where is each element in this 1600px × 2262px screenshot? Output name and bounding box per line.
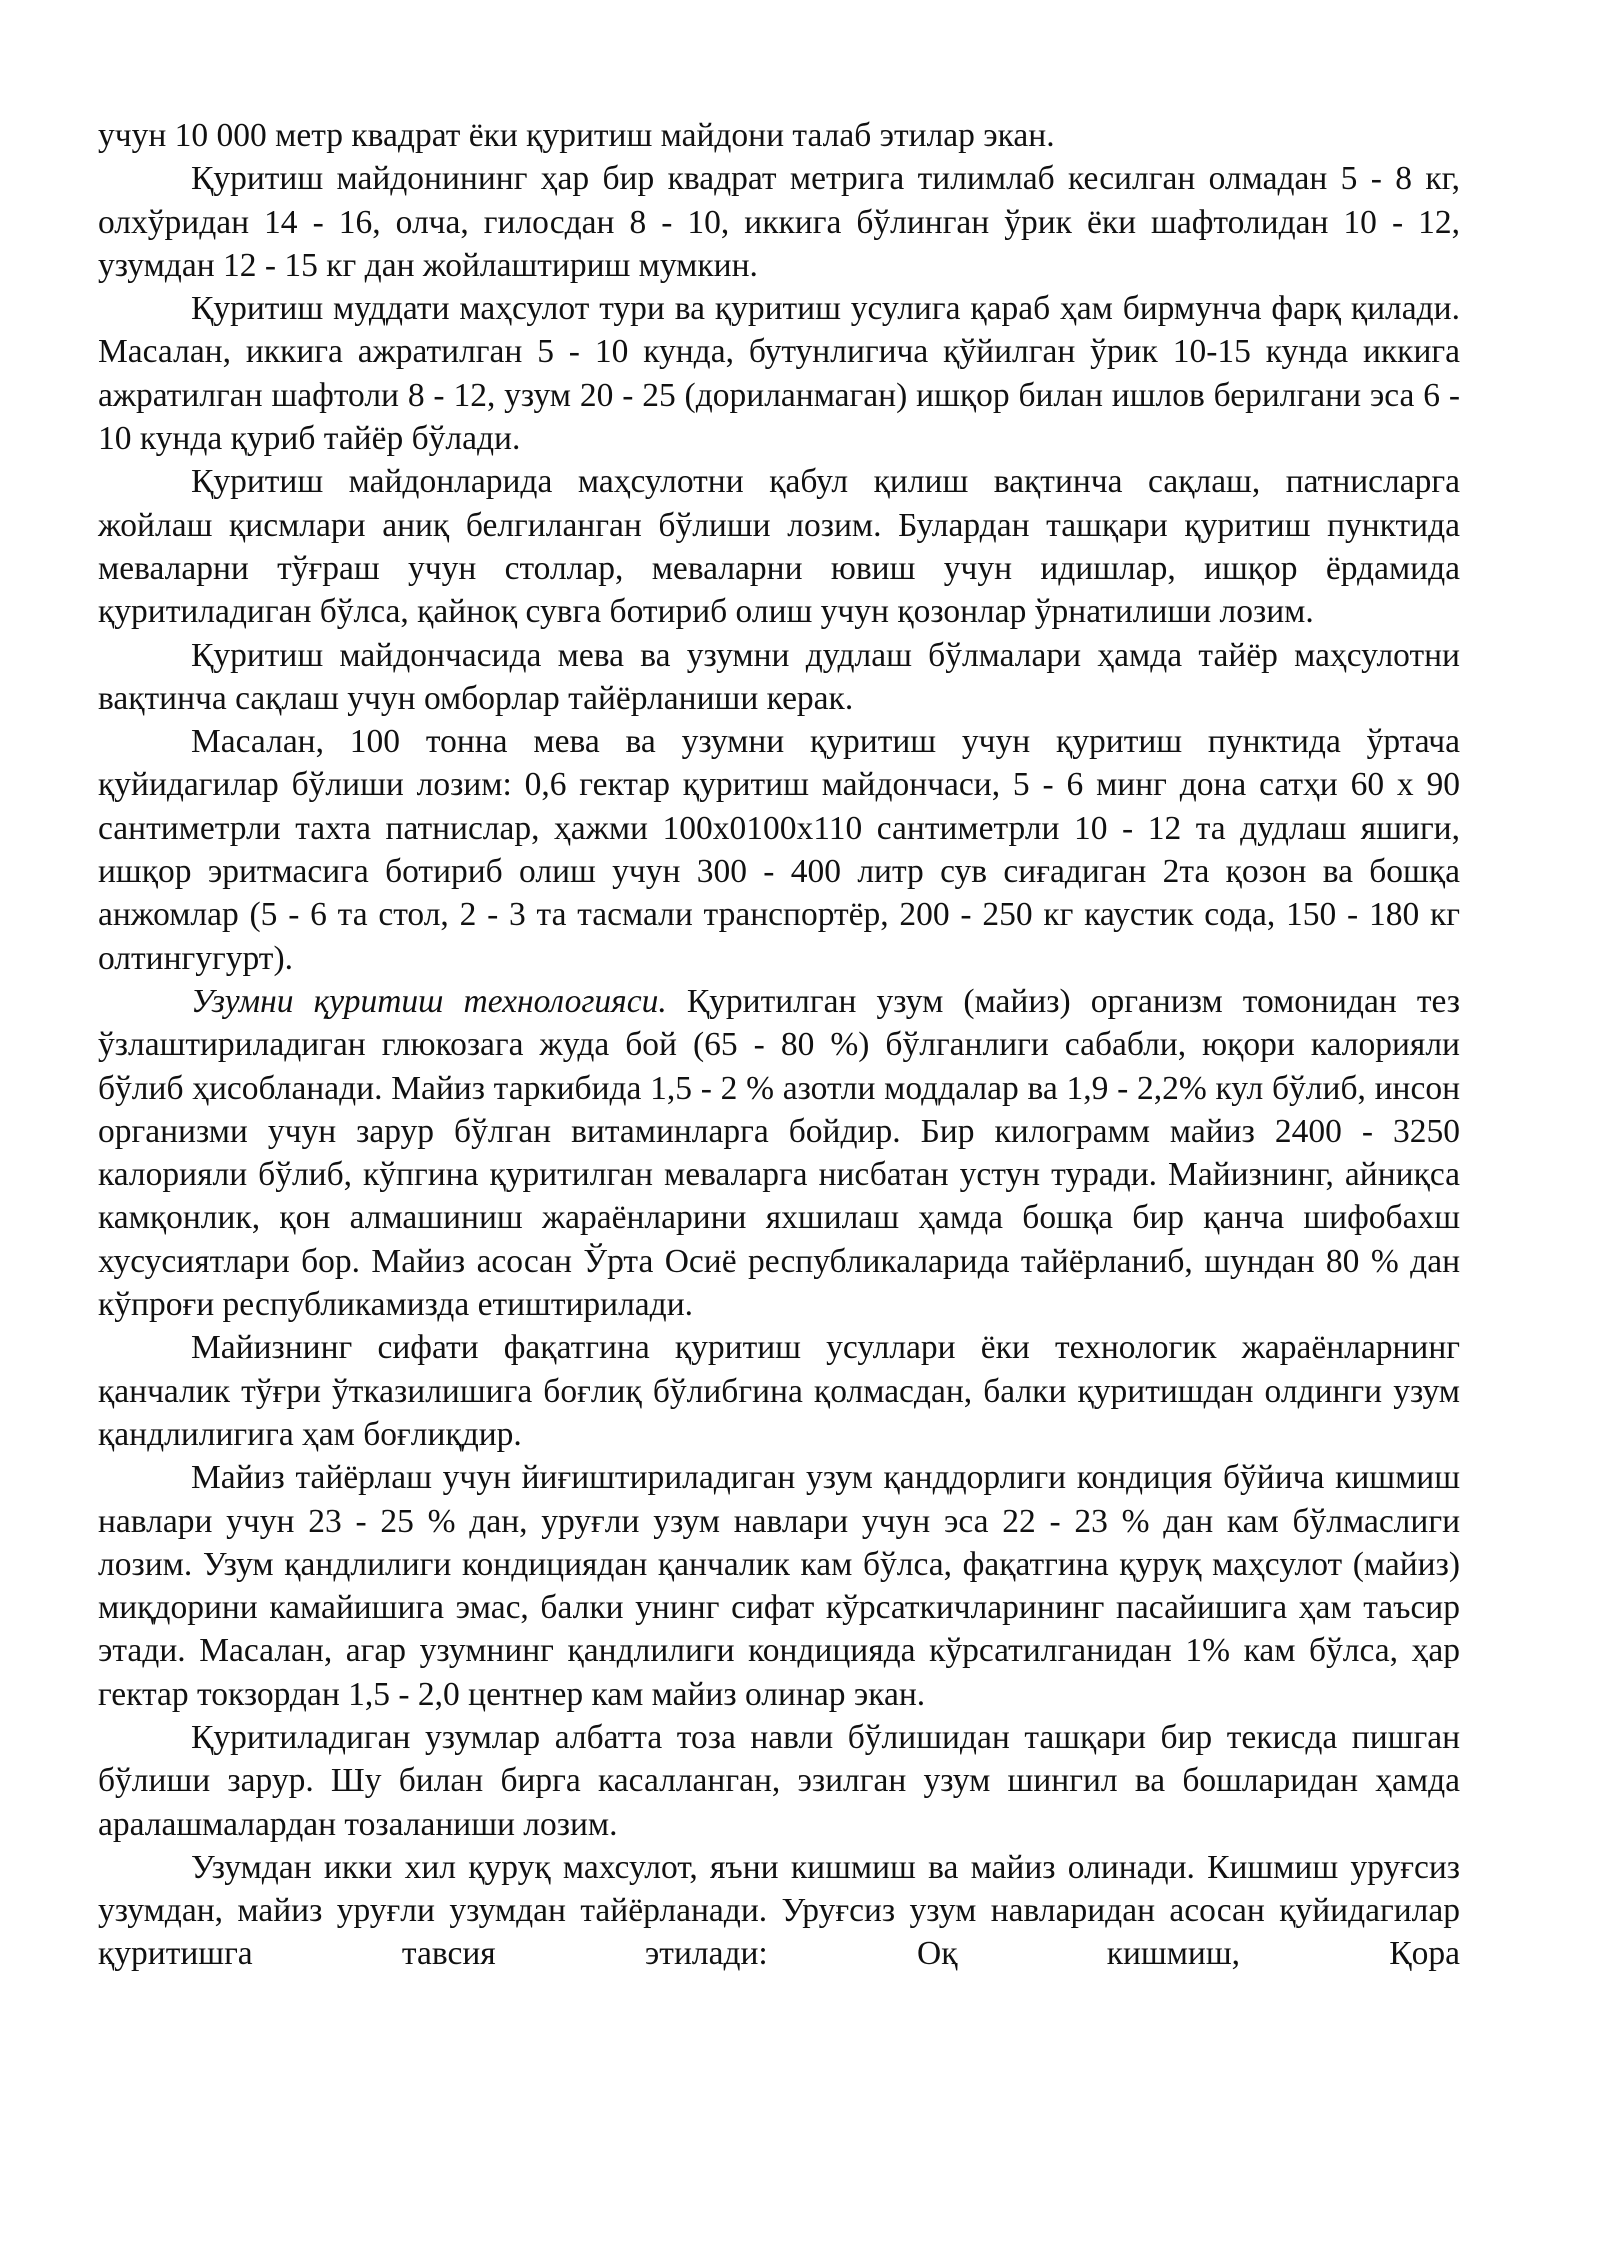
- paragraph-grape-varieties: Узумдан икки хил қуруқ махсулот, яъни кишмиш ва майиз олинади. Кишмиш уруғсиз узумдан, майиз уруғли узумдан тайёрланади. Уруғсиз узум навларидан асосан қуйидагилар қуритишга тавсия этилади: Оқ кишмиш, Қора: [98, 1848, 1460, 1973]
- paragraph-drying-areas: Қуритиш майдонларида маҳсулотни қабул қилиш вақтинча сақлаш, патнисларга жойлаш қисмлари аниқ белгиланган бўлиши лозим. Булардан ташқари қуритиш пунктида меваларни тўғраш учун столлар, меваларни ювиш учун идишлар, ишқор ёрдамида қуритиладиган бўлса, қайноқ сувга ботириб олиш учун қозонлар ўрнатилиши лозим.: [98, 463, 1460, 631]
- paragraph-sugar-content: Майиз тайёрлаш учун йиғиштириладиган узум қанддорлиги кондиция бўйича кишмиш навлари учун 23 - 25 % дан, уруғли узум навлари учун эса 22 - 23 % дан кам бўлмаслиги лозим. Узум қандлилиги кондициядан қанчалик кам бўлса, фақатгина қуруқ маҳсулот (майиз) миқдорини камайишига эмас, балки унинг сифат кўрсаткичларининг пасайишига ҳам таъсир этади. Масалан, агар узумнинг қандлилиги кондицияда кўрсатилганидан 1% кам бўлса, ҳар гектар токзордан 1,5 - 2,0 центнер кам майиз олинар экан.: [98, 1459, 1460, 1713]
- paragraph-equipment-list: Масалан, 100 тонна мева ва узумни қуритиш учун қуритиш пунктида ўртача қуйидагилар бўлиши лозим: 0,6 гектар қуритиш майдончаси, 5 - 6 минг дона сатҳи 60 х 90 сантиметрли тахта патнислар, ҳажми 100х0100х110 сантиметрли 10 - 12 та дудлаш яшиги, ишқор эритмасига ботириб олиш учун 300 - 400 литр сув сиғадиган 2та қозон ва бошқа анжомлар (5 - 6 та стол, 2 - 3 та тасмали транспортёр, 200 - 250 кг каустик сода, 150 - 180 кг олтингугурт).: [98, 723, 1460, 977]
- document-page: [98, 114, 1460, 1976]
- paragraph-continuation: учун 10 000 метр квадрат ёки қуритиш майдони талаб этилар экан.: [98, 117, 1055, 154]
- paragraph-raisin-quality: Майизнинг сифати фақатгина қуритиш усуллари ёки технологик жараёнларнинг қанчалик тўғри ўтказилишига боғлиқ бўлибгина қолмасдан, балки қуритишдан олдинги узум қандлилигига ҳам боғлиқдир.: [98, 1329, 1460, 1453]
- paragraph-drying-duration: Қуритиш муддати маҳсулот тури ва қуритиш усулига қараб ҳам бирмунча фарқ қилади. Масалан, иккига ажратилган 5 - 10 кунда, бутунлигича қўйилган ўрик 10-15 кунда иккига ажратилган шафтоли 8 - 12, узум 20 - 25 (дориланмаган) ишқор билан ишлов берилгани эса 6 - 10 кунда қуриб тайёр бўлади.: [98, 290, 1460, 458]
- paragraph-grape-drying-technology: [98, 980, 1460, 1326]
- paragraph-grape-cleaning: Қуритиладиган узумлар албатта тоза навли бўлишидан ташқари бир текисда пишган бўлиши зарур. Шу билан бирга касалланган, эзилган узум шингил ва бошларидан ҳамда аралашмалардан тозаланиши лозим.: [98, 1718, 1460, 1843]
- section-body: Қуритилган узум (майиз) организм томонидан тез ўзлаштириладиган глюкозага жуда бой (65 - 80 %) бўлганлиги сабабли, юқори калорияли бўлиб ҳисобланади. Майиз таркибида 1,5 - 2 % азотли моддалар ва 1,9 - 2,2% кул бўлиб, инсон организми учун зарур бўлган витаминларга бойдир. Бир килограмм майиз 2400 - 3250 калорияли бўлиб, кўпгина қуритилган меваларга нисбатан устун туради. Майизнинг, айниқса камқонлик, қон алмашиниш жараёнларини яхшилаш ҳамда бошқа бир қанча шифобахш хусусиятлари бор. Майиз асосан Ўрта Осиё республикаларида тайёрланиб, шундан 80 % дан кўпроғи республикамизда етиштирилади.: [98, 982, 1461, 1324]
- paragraph-drying-density: Қуритиш майдонининг ҳар бир квадрат метрига тилимлаб кесилган олмадан 5 - 8 кг, олхўридан 14 - 16, олча, гилосдан 8 - 10, иккига бўлинган ўрик ёки шафтолидан 10 - 12, узумдан 12 - 15 кг дан жойлаштириш мумкин.: [98, 160, 1460, 284]
- paragraph-smoking-rooms: Қуритиш майдончасида мева ва узумни дудлаш бўлмалари ҳамда тайёр маҳсулотни вақтинча сақлаш учун омборлар тайёрланиши керак.: [98, 636, 1460, 717]
- section-heading: Узумни қуритиш технологияси.: [191, 982, 667, 1020]
